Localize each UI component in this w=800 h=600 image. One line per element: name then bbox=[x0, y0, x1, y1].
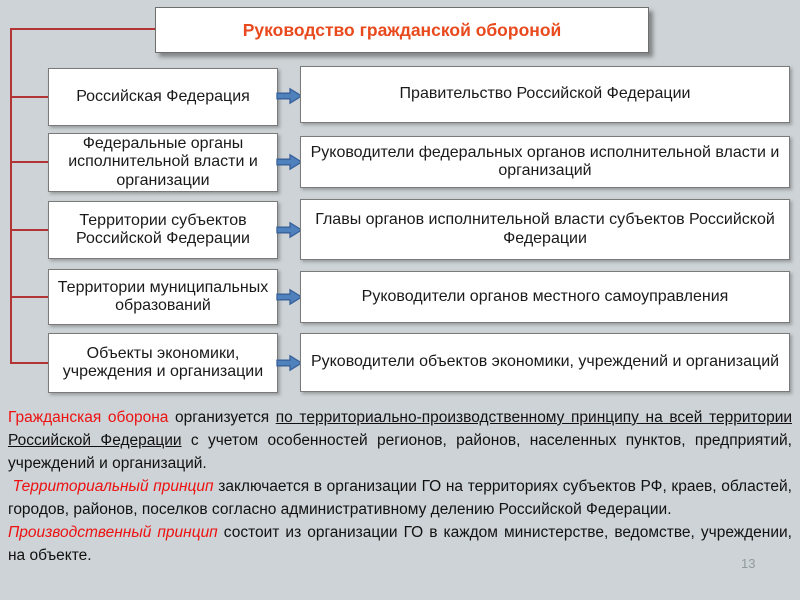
right-box-government bbox=[300, 66, 790, 123]
connector-branch-4 bbox=[10, 296, 48, 298]
text-segment: Территориальный принцип bbox=[8, 478, 214, 495]
right-box-federal-heads bbox=[300, 136, 790, 188]
right-box-subject-heads bbox=[300, 199, 790, 260]
paragraph-territorial-principle bbox=[8, 475, 792, 521]
connector-vertical-line bbox=[10, 28, 12, 364]
text-segment: Гражданская оборона bbox=[8, 409, 169, 426]
left-box-municipal-territories bbox=[48, 269, 278, 325]
left-box-label: Территории субъектов Российской Федерации bbox=[76, 211, 250, 247]
left-box-federal-bodies bbox=[48, 133, 278, 192]
connector-branch-3 bbox=[10, 229, 48, 231]
connector-branch-2 bbox=[10, 161, 48, 163]
left-box-label: Объекты экономики, учреждения и организации bbox=[62, 344, 264, 380]
paragraph-territorial-production bbox=[8, 406, 792, 475]
right-box-label: Главы органов исполнительной власти субъектов Российской Федерации bbox=[315, 211, 775, 247]
page-number: 13 bbox=[741, 556, 756, 571]
text-segment: состоит из организации ГО в каждом министерстве, ведомстве, учреждении, на объекте. bbox=[8, 524, 792, 564]
left-box-subject-territories bbox=[48, 201, 278, 259]
right-box-local-government-heads bbox=[300, 271, 790, 323]
right-box-object-heads bbox=[300, 333, 790, 392]
text-segment: Производственный принцип bbox=[8, 524, 218, 541]
right-box-label: Руководители федеральных органов исполнительной власти и организаций bbox=[310, 143, 780, 179]
left-box-label: Федеральные органы исполнительной власти и организации bbox=[68, 134, 258, 189]
right-box-label: Руководители объектов экономики, учреждений и организаций bbox=[310, 353, 780, 371]
connector-branch-1 bbox=[10, 96, 48, 98]
title-box bbox=[155, 7, 649, 53]
connector-title-branch bbox=[10, 28, 155, 30]
right-arrow-icon bbox=[276, 354, 303, 372]
right-arrow-icon bbox=[276, 288, 303, 306]
text-segment: по территориально-производственному принципу на всей территории Российской Федерации bbox=[8, 409, 793, 449]
right-box-label: Правительство Российской Федерации bbox=[399, 85, 691, 103]
paragraph-production-principle bbox=[8, 521, 792, 567]
text-segment: организуется bbox=[168, 409, 276, 426]
right-arrow-icon bbox=[276, 87, 303, 105]
right-arrow-icon bbox=[276, 153, 303, 171]
connector-branch-5 bbox=[10, 362, 48, 364]
left-box-label: Российская Федерация bbox=[76, 87, 250, 105]
text-segment: заключается в организации ГО на территориях субъектов РФ, краев, областей, городов, районов, поселков согласно административному делению Российской Федерации. bbox=[8, 478, 792, 518]
left-box-russian-federation bbox=[48, 68, 278, 126]
right-box-label: Руководители органов местного самоуправления bbox=[361, 287, 729, 305]
right-arrow-icon bbox=[276, 221, 303, 239]
text-segment: с учетом особенностей регионов, районов, населенных пунктов, предприятий, учреждений и организаций. bbox=[8, 432, 792, 472]
left-box-label: Территории муниципальных образований bbox=[57, 278, 269, 314]
page-title: Руководство гражданской обороной bbox=[242, 19, 562, 40]
body-text bbox=[8, 406, 792, 567]
left-box-economy-objects bbox=[48, 333, 278, 393]
